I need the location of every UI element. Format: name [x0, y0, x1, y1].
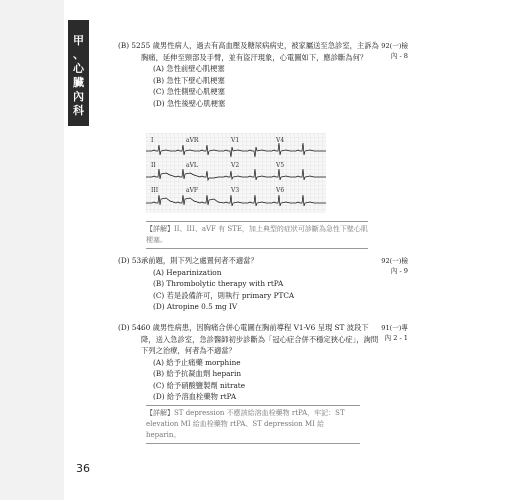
- explanation-tag: 【詳解】: [146, 225, 174, 233]
- question-text: 60 歲男性病患，因胸痛合併心電圖在胸前導程 V1-V6 呈現 ST 波段下降，送入急診室，急診醫師初步診斷為「冠心症合併不穩定狹心症」，詢問下列之治療，何者為不適當？: [141, 323, 379, 355]
- ecg-lead-label: I: [151, 137, 154, 144]
- option-a: (A) 急性前壁心肌梗塞: [153, 64, 225, 73]
- chapter-char: 內: [73, 90, 84, 103]
- reference-page: 內 - 8: [390, 52, 408, 60]
- question-53: [118, 255, 381, 313]
- ecg-lead-label: V2: [231, 162, 240, 169]
- reference-54: [370, 323, 408, 343]
- option-b: (B) Thrombolytic therapy with rtPA: [153, 279, 284, 288]
- option-c: (C) 給予硝酸鹽製劑 nitrate: [153, 380, 246, 390]
- question-stem: [118, 40, 381, 63]
- question-text: 承前題，則下列之處置何者不適當？: [141, 256, 258, 265]
- chapter-char: 甲: [73, 34, 84, 47]
- ecg-lead-label: V4: [276, 137, 285, 144]
- ecg-lead-label: aVR: [186, 137, 199, 144]
- reference-year: 92(一)檢: [381, 42, 408, 50]
- chapter-char: 心: [73, 62, 84, 75]
- explanation-tag: 【詳解】: [146, 409, 174, 417]
- ecg-lead-label: aVL: [186, 162, 198, 169]
- option-a: (A) Heparinization: [153, 267, 222, 277]
- chapter-tab: [68, 20, 89, 126]
- explanation-text: ST depression 不應該給溶血栓藥物 rtPA，牢記：ST elevation MI 給血栓藥物 rtPA、ST depression MI 給 heparin。: [146, 409, 345, 439]
- ecg-lead-label: V6: [276, 187, 285, 194]
- ecg-figure: [146, 133, 326, 213]
- question-52: [118, 40, 381, 109]
- explanation-52: [146, 221, 368, 249]
- reference-page: 內 - 9: [390, 267, 408, 275]
- ecg-lead-label: II: [151, 162, 156, 169]
- option-c: (C) 若是設備許可，則執行 primary PTCA: [153, 290, 295, 300]
- option-a: (A) 給予止痛藥 morphine: [153, 357, 241, 367]
- option-b: (B) 給予抗凝血劑 heparin: [153, 369, 242, 378]
- page-number: 36: [76, 462, 90, 475]
- answer-number: (D) 53.: [118, 256, 144, 265]
- reference-year: 92(一)檢: [381, 257, 408, 265]
- explanation-text: II、III、aVF 有 STE，加上典型的症狀可診斷為急性下壁心肌梗塞。: [146, 225, 368, 244]
- chapter-char: 、: [73, 48, 84, 61]
- chapter-char: 臟: [73, 76, 84, 89]
- reference-52: [370, 41, 408, 61]
- ecg-lead-label: V3: [231, 187, 240, 194]
- explanation-54: [146, 405, 360, 444]
- question-stem: [118, 322, 381, 357]
- chapter-label: [68, 34, 89, 118]
- answer-number: (B) 52.: [118, 41, 143, 50]
- option-c: (C) 急性側壁心肌梗塞: [153, 87, 225, 96]
- ecg-lead-label: V1: [231, 137, 240, 144]
- answer-number: (D) 54.: [118, 323, 144, 332]
- option-d: (D) Atropine 0.5 mg IV: [153, 302, 238, 311]
- option-d: (D) 給予溶血栓藥物 rtPA: [153, 392, 237, 401]
- option-b: (B) 急性下壁心肌梗塞: [153, 75, 225, 85]
- reference-year: 91(一)專: [381, 324, 408, 332]
- ecg-lead-label: aVF: [186, 187, 199, 194]
- ecg-lead-label: V5: [276, 162, 285, 169]
- question-stem: [118, 255, 381, 267]
- question-text: 55 歲男性病人，過去有高血壓及糖尿病病史，被家屬送至急診室，主訴為胸痛，延伸至頸部及手臂，並有盜汗現象，心電圖如下，應診斷為何？: [141, 41, 379, 62]
- reference-page: 內 2 - 1: [384, 334, 408, 342]
- question-54: [118, 322, 381, 403]
- reference-53: [370, 256, 408, 276]
- option-d: (D) 急性後壁心肌梗塞: [153, 98, 226, 108]
- chapter-char: 科: [73, 104, 84, 117]
- ecg-lead-label: III: [151, 187, 159, 194]
